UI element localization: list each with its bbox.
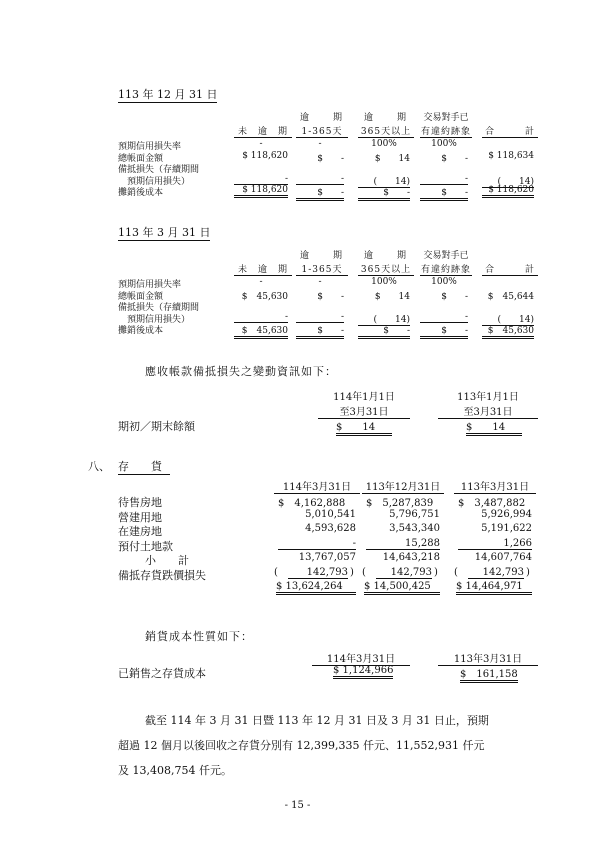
cell-value: ( 14) [482,174,534,188]
cell-value: $ 118,634 [488,150,534,161]
paren-open: ( [362,566,366,578]
paren-open: ( [274,566,278,578]
allowance-col2-line1: 113年1月1日 [457,392,519,403]
cell-value: - [234,174,288,185]
cost-row-label: 已銷售之存貨成本 [118,667,206,680]
row-label: 總帳面金額 [118,291,164,302]
cell-value: - [296,312,344,323]
cell-value: 100% [371,139,397,149]
paren-close: ) [434,566,438,578]
paragraph-line-1: 截至 114 年 3 月 31 日暨 113 年 12 月 31 日及 3 月 31 日止，預期 [145,714,489,727]
allowance-row-label: 期初／期末餘額 [118,420,195,433]
allowance-col1-line2: 至3月31日 [318,403,410,419]
row-label: 預期信用損失率 [118,142,182,152]
header-overdue-label: 逾 期 [363,113,408,123]
cell-value: 100% [431,139,457,149]
column-header: 未 逾 期 [234,262,292,276]
row-label: 小 計 [145,554,189,567]
row-label: 預期信用損失） [118,314,191,325]
allowance-value-1: $ 14 [336,418,392,436]
cell-value: 5,796,751 [389,508,440,520]
cell-value: $ 14,500,425 [364,581,440,595]
cell-value: $ 14 [374,291,410,302]
cell-value: $ 45,644 [487,291,534,302]
cell-value: - [318,277,322,287]
inventory-section-title: 存 貨 [118,458,170,475]
row-label: 備抵存貨跌價損失 [118,568,206,582]
cell-value: - [420,174,468,185]
header-counterparty-label: 交易對手已 [423,113,469,123]
allowance-col1-line1: 114年1月1日 [333,392,395,403]
cell-value: 3,543,340 [389,523,440,534]
cell-value: $ - [420,323,468,339]
header-overdue-label: 逾 期 [299,113,344,123]
cell-value: - [420,312,468,323]
cell-value: 5,191,622 [481,523,532,534]
cell-value: - [278,538,356,550]
header-overdue-label: 逾 期 [363,251,408,261]
cell-value: 100% [371,277,397,287]
cell-value: ( 14) [358,312,410,326]
cell-value: $ 45,630 [241,291,288,302]
row-label: 總帳面金額 [118,153,164,164]
cell-value: - [234,312,288,323]
cell-value: $ 118,620 [242,150,288,161]
column-header: 113年3月31日 [454,478,536,494]
cell-value: $ - [441,153,468,164]
paren-close: ) [526,566,530,578]
cell-value: $ 118,620 [482,185,534,198]
column-header: 113年12月31日 [362,478,444,494]
cell-value: 142,793 [468,567,524,579]
column-header: 合 計 [482,124,538,138]
cell-value: $ 3,487,882 [458,498,526,509]
cost-value-2: $ 161,158 [460,665,518,683]
column-header: 未 逾 期 [234,124,292,138]
column-header: 合 計 [482,262,538,276]
cell-value: 14,643,218 [382,552,440,563]
cost-col1-header: 114年3月31日 [312,650,410,666]
paragraph-line-2: 超過 12 個月以後回收之存貨分別有 12,399,335 仟元、11,552,931 仟元 [118,739,485,752]
cell-value: $ - [296,323,344,339]
row-label: 預期信用損失率 [118,280,182,290]
cell-value: $ - [317,291,344,302]
allowance-value-2: $ 14 [466,418,522,436]
column-header: 1-365天 [296,262,348,276]
cell-value: $ - [317,153,344,164]
column-header: 365天以上 [358,262,414,276]
cell-value: 142,793 [376,567,432,579]
cost-value-1: $ 1,124,966 [333,665,393,679]
cell-value: 15,288 [366,538,440,550]
row-label: 待售房地 [118,496,162,509]
allowance-intro: 應收帳款備抵損失之變動資訊如下： [145,365,337,378]
row-label: 營建用地 [118,510,162,524]
cell-value: $ 45,630 [234,323,288,339]
cell-value: 100% [431,277,457,287]
cell-value: ( 14) [358,174,410,188]
cell-value: $ 4,162,888 [278,498,346,509]
row-label: 在建房地 [118,525,162,538]
cell-value: $ 14 [374,153,410,164]
cell-value: ( 14) [482,312,534,326]
header-counterparty-label: 交易對手已 [423,251,469,261]
cell-value: $ 14,464,971 [456,581,532,595]
cell-value: 13,767,057 [298,552,356,563]
row-label: 攤銷後成本 [118,326,164,336]
cell-value: 5,926,994 [481,508,532,520]
cell-value: $ - [296,185,344,201]
cell-value: $ 45,630 [482,323,534,339]
row-label: 備抵損失（存續期間 [118,165,200,175]
page-number: - 15 - [284,800,311,811]
cell-value: 1,266 [458,538,532,550]
column-header: 有違約跡象 [420,262,472,276]
cell-value: $ 118,620 [234,185,288,198]
cell-value: 5,010,541 [305,508,356,520]
cell-value: $ 5,287,839 [366,498,434,509]
date-title-113-12: 113 年 12 月 31 日 [118,88,218,101]
cell-value: - [259,139,263,149]
cell-value: 4,593,628 [305,523,356,534]
column-header: 114年3月31日 [274,478,360,494]
cell-value: - [318,139,322,149]
cost-col2-header: 113年3月31日 [438,650,538,666]
row-label: 攤銷後成本 [118,188,164,198]
cell-value: $ 13,624,264 [276,581,356,595]
row-label: 備抵損失（存續期間 [118,303,200,313]
cell-value: 14,607,764 [474,552,532,563]
allowance-col2-line2: 至3月31日 [438,403,538,419]
cell-value: $ - [441,291,468,302]
cell-value: 142,793 [288,567,348,579]
column-header: 365天以上 [358,124,414,138]
inventory-section-number: 八、 [88,460,110,473]
cell-value: $ - [420,185,468,201]
cost-intro: 銷貨成本性質如下： [145,630,253,643]
paragraph-line-3: 及 13,408,754 仟元。 [118,764,232,777]
cell-value: - [259,277,263,287]
paren-open: ( [454,566,458,578]
cell-value: $ - [358,185,410,201]
column-header: 有違約跡象 [420,124,472,138]
row-label: 預期信用損失） [118,176,191,187]
header-overdue-label: 逾 期 [299,251,344,261]
cell-value: $ - [358,323,410,339]
column-header: 1-365天 [296,124,348,138]
row-label: 預付土地款 [118,539,173,553]
cell-value: - [296,174,344,185]
date-title-113-03: 113 年 3 月 31 日 [118,226,211,239]
paren-close: ) [350,566,354,578]
